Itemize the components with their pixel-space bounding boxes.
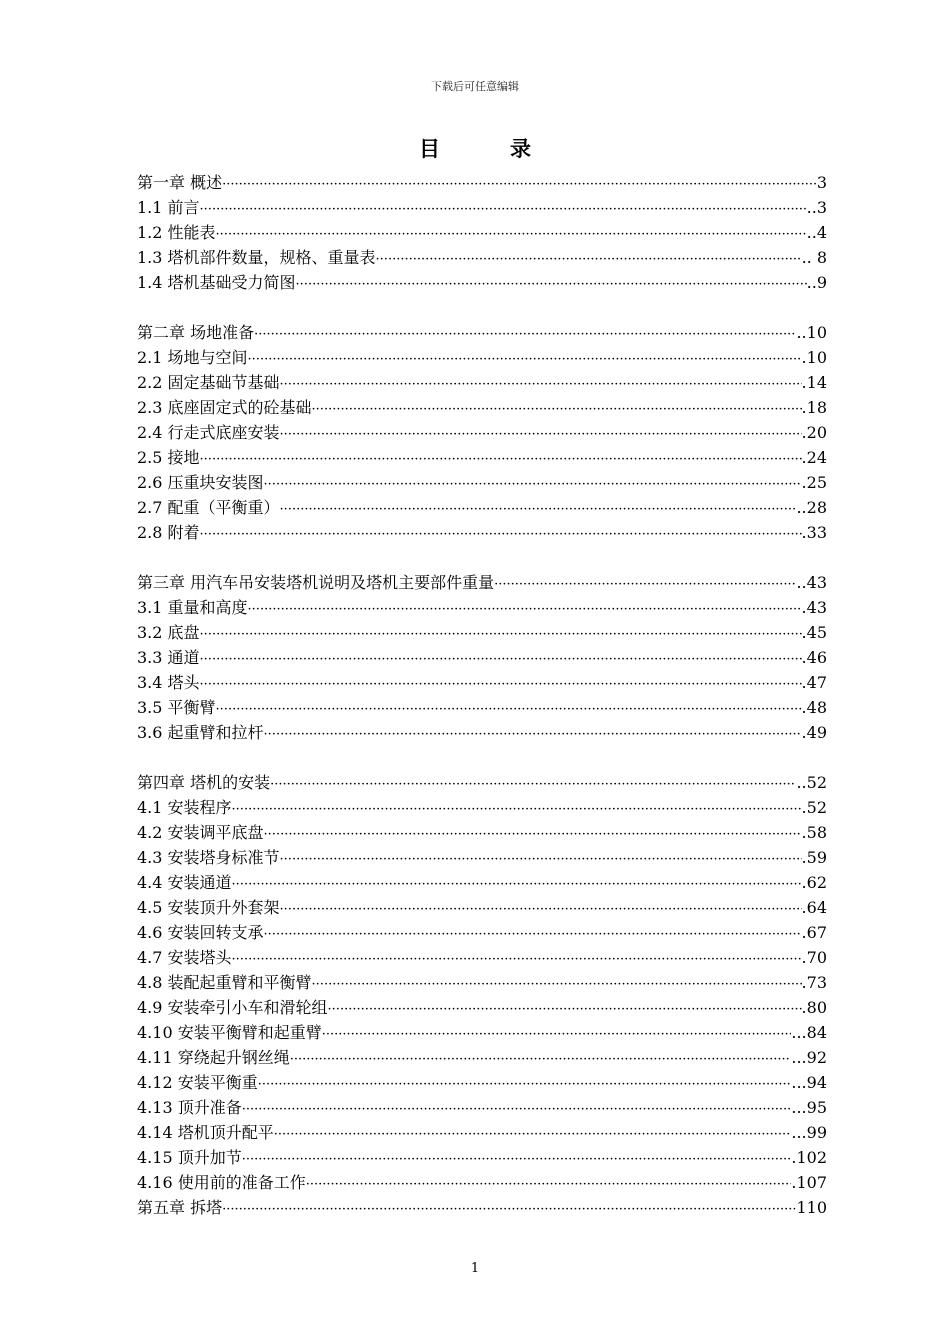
toc-entry-label: 4.2 安装调平底盘	[137, 823, 264, 842]
toc-leader-dots	[258, 1072, 792, 1095]
toc-entry[interactable]	[137, 1070, 827, 1095]
toc-entry-page: .. 8	[801, 248, 827, 267]
toc-entry-page: .33	[801, 523, 827, 542]
toc-leader-dots	[200, 622, 802, 645]
toc-leader-dots	[222, 1197, 796, 1220]
toc-entry-page: .24	[801, 448, 827, 467]
toc-leader-dots	[242, 1147, 792, 1170]
toc-leader-dots	[280, 897, 802, 920]
toc-entry-label: 第一章 概述	[137, 173, 223, 192]
toc-entry-page: .48	[801, 698, 827, 717]
toc-leader-dots	[232, 947, 802, 970]
toc-leader-dots	[232, 797, 802, 820]
toc-leader-dots	[264, 922, 802, 945]
toc-entry-label: 4.11 穿绕起升钢丝绳	[137, 1048, 290, 1067]
toc-entry[interactable]	[137, 195, 827, 220]
toc-entry-label: 3.2 底盘	[137, 623, 200, 642]
toc-leader-dots	[254, 322, 796, 345]
toc-entry[interactable]	[137, 370, 827, 395]
toc-entry-page: ..4	[806, 223, 827, 242]
toc-leader-dots	[242, 1097, 792, 1120]
toc-entry-label: 4.16 使用前的准备工作	[137, 1173, 306, 1192]
toc-leader-dots	[306, 1172, 792, 1195]
toc-entry-label: 4.10 安装平衡臂和起重臂	[137, 1023, 322, 1042]
toc-entry[interactable]	[137, 995, 827, 1020]
table-of-contents	[137, 170, 827, 1220]
toc-entry-label: 3.1 重量和高度	[137, 598, 248, 617]
toc-entry-label: 1.2 性能表	[137, 223, 216, 242]
toc-entry[interactable]	[137, 170, 827, 195]
toc-entry-page: ...99	[791, 1123, 827, 1142]
toc-entry-label: 2.3 底座固定式的砼基础	[137, 398, 312, 417]
toc-entry-label: 4.3 安装塔身标准节	[137, 848, 280, 867]
toc-entry-page: .59	[801, 848, 827, 867]
toc-entry[interactable]	[137, 1120, 827, 1145]
toc-leader-dots	[322, 1022, 792, 1045]
toc-entry-page: ..3	[806, 198, 827, 217]
toc-entry-label: 4.7 安装塔头	[137, 948, 232, 967]
toc-entry-label: 3.6 起重臂和拉杆	[137, 723, 264, 742]
toc-entry-label: 4.14 塔机顶升配平	[137, 1123, 274, 1142]
toc-entry-label: 4.6 安装回转支承	[137, 923, 264, 942]
toc-entry-page: .62	[801, 873, 827, 892]
toc-entry-page: .52	[801, 798, 827, 817]
toc-entry[interactable]	[137, 270, 827, 295]
toc-title-left: 目	[419, 136, 440, 161]
toc-entry-label: 3.5 平衡臂	[137, 698, 216, 717]
toc-entry-page: .64	[801, 898, 827, 917]
toc-entry-page: .73	[801, 973, 827, 992]
toc-entry-label: 3.3 通道	[137, 648, 200, 667]
toc-entry-page: ...92	[791, 1048, 827, 1067]
toc-entry-label: 4.13 顶升准备	[137, 1098, 242, 1117]
toc-entry-label: 4.5 安装顶升外套架	[137, 898, 280, 917]
toc-leader-dots	[312, 397, 802, 420]
toc-entry-page: .67	[801, 923, 827, 942]
toc-entry[interactable]	[137, 595, 827, 620]
toc-entry-page: ..10	[796, 323, 827, 342]
toc-entry-label: 4.9 安装牵引小车和滑轮组	[137, 998, 328, 1017]
toc-entry[interactable]	[137, 670, 827, 695]
toc-entry[interactable]	[137, 1170, 827, 1195]
toc-entry[interactable]	[137, 1020, 827, 1045]
toc-entry[interactable]	[137, 770, 827, 795]
toc-leader-dots	[270, 772, 796, 795]
toc-entry[interactable]	[137, 1045, 827, 1070]
toc-leader-dots	[376, 247, 802, 270]
toc-leader-dots	[494, 572, 796, 595]
toc-entry-label: 3.4 塔头	[137, 673, 200, 692]
toc-leader-dots	[280, 422, 802, 445]
toc-entry[interactable]	[137, 795, 827, 820]
toc-entry-label: 1.3 塔机部件数量，规格、重量表	[137, 248, 376, 267]
toc-entry-label: 第二章 场地准备	[137, 323, 255, 342]
toc-entry-label: 4.15 顶升加节	[137, 1148, 242, 1167]
toc-spacer	[137, 295, 827, 320]
toc-leader-dots	[264, 822, 802, 845]
toc-entry-label: 4.4 安装通道	[137, 873, 232, 892]
toc-entry-page: .47	[801, 673, 827, 692]
toc-entry-page: 3	[816, 173, 827, 192]
toc-entry-label: 1.1 前言	[137, 198, 200, 217]
toc-entry-page: .70	[801, 948, 827, 967]
toc-leader-dots	[290, 1047, 792, 1070]
toc-entry[interactable]	[137, 1095, 827, 1120]
toc-entry-label: 4.8 装配起重臂和平衡臂	[137, 973, 312, 992]
toc-entry-page: .45	[801, 623, 827, 642]
toc-entry-page: .49	[801, 723, 827, 742]
toc-leader-dots	[312, 972, 802, 995]
page-number: 1	[470, 1261, 480, 1276]
toc-leader-dots	[280, 847, 802, 870]
toc-entry-page: 110	[796, 1198, 827, 1217]
toc-leader-dots	[264, 472, 802, 495]
toc-leader-dots	[200, 647, 802, 670]
toc-entry-label: 1.4 塔机基础受力简图	[137, 273, 296, 292]
toc-leader-dots	[280, 497, 797, 520]
toc-entry-label: 第三章 用汽车吊安装塔机说明及塔机主要部件重量	[137, 573, 495, 592]
toc-entry[interactable]	[137, 420, 827, 445]
toc-leader-dots	[216, 697, 802, 720]
toc-leader-dots	[296, 272, 807, 295]
toc-entry-label: 第四章 塔机的安装	[137, 773, 271, 792]
toc-entry-label: 2.7 配重（平衡重）	[137, 498, 280, 517]
toc-leader-dots	[200, 522, 802, 545]
toc-title	[0, 133, 950, 163]
toc-entry[interactable]	[137, 320, 827, 345]
toc-entry-page: .10	[801, 348, 827, 367]
toc-entry[interactable]	[137, 645, 827, 670]
toc-entry-label: 4.12 安装平衡重	[137, 1073, 258, 1092]
toc-entry-page: .14	[801, 373, 827, 392]
toc-entry-page: .20	[801, 423, 827, 442]
toc-spacer	[137, 545, 827, 570]
toc-entry-label: 2.8 附着	[137, 523, 200, 542]
toc-entry-page: ...84	[791, 1023, 827, 1042]
toc-entry-page: ..9	[806, 273, 827, 292]
toc-entry-page: ..43	[796, 573, 827, 592]
toc-entry[interactable]	[137, 845, 827, 870]
toc-entry[interactable]	[137, 870, 827, 895]
toc-entry-page: ..28	[796, 498, 827, 517]
toc-entry[interactable]	[137, 470, 827, 495]
toc-leader-dots	[248, 597, 802, 620]
toc-entry-page: .102	[791, 1148, 827, 1167]
toc-leader-dots	[200, 197, 807, 220]
toc-entry-label: 第五章 拆塔	[137, 1198, 223, 1217]
toc-entry-page: ...95	[791, 1098, 827, 1117]
toc-entry-page: .58	[801, 823, 827, 842]
toc-entry-label: 2.2 固定基础节基础	[137, 373, 280, 392]
toc-entry-page: .43	[801, 598, 827, 617]
toc-leader-dots	[200, 672, 802, 695]
toc-leader-dots	[222, 172, 817, 195]
toc-entry-page: .25	[801, 473, 827, 492]
toc-entry[interactable]	[137, 1195, 827, 1220]
toc-entry-label: 2.4 行走式底座安装	[137, 423, 280, 442]
toc-entry[interactable]	[137, 945, 827, 970]
toc-leader-dots	[274, 1122, 792, 1145]
toc-leader-dots	[248, 347, 802, 370]
toc-entry[interactable]	[137, 345, 827, 370]
toc-entry[interactable]	[137, 220, 827, 245]
toc-entry-page: .46	[801, 648, 827, 667]
toc-leader-dots	[328, 997, 802, 1020]
toc-title-right: 录	[510, 136, 531, 161]
toc-spacer	[137, 745, 827, 770]
toc-entry-label: 2.5 接地	[137, 448, 200, 467]
toc-entry-label: 4.1 安装程序	[137, 798, 232, 817]
page-header: 下载后可任意编辑	[431, 80, 519, 93]
toc-entry[interactable]	[137, 620, 827, 645]
toc-entry[interactable]	[137, 520, 827, 545]
toc-entry[interactable]	[137, 1145, 827, 1170]
toc-entry-label: 2.6 压重块安装图	[137, 473, 264, 492]
toc-entry[interactable]	[137, 920, 827, 945]
toc-entry[interactable]	[137, 245, 827, 270]
toc-leader-dots	[216, 222, 807, 245]
toc-entry-page: .107	[791, 1173, 827, 1192]
toc-entry-label: 2.1 场地与空间	[137, 348, 248, 367]
toc-entry-page: .18	[801, 398, 827, 417]
toc-leader-dots	[280, 372, 802, 395]
toc-entry-page: ..52	[796, 773, 827, 792]
toc-leader-dots	[200, 447, 802, 470]
toc-entry[interactable]	[137, 970, 827, 995]
toc-leader-dots	[264, 722, 802, 745]
toc-entry[interactable]	[137, 895, 827, 920]
toc-entry[interactable]	[137, 445, 827, 470]
toc-entry[interactable]	[137, 495, 827, 520]
toc-entry-page: ...94	[791, 1073, 827, 1092]
toc-entry[interactable]	[137, 695, 827, 720]
toc-entry[interactable]	[137, 820, 827, 845]
toc-entry-page: .80	[801, 998, 827, 1017]
toc-entry[interactable]	[137, 395, 827, 420]
toc-entry[interactable]	[137, 570, 827, 595]
toc-leader-dots	[232, 872, 802, 895]
toc-entry[interactable]	[137, 720, 827, 745]
